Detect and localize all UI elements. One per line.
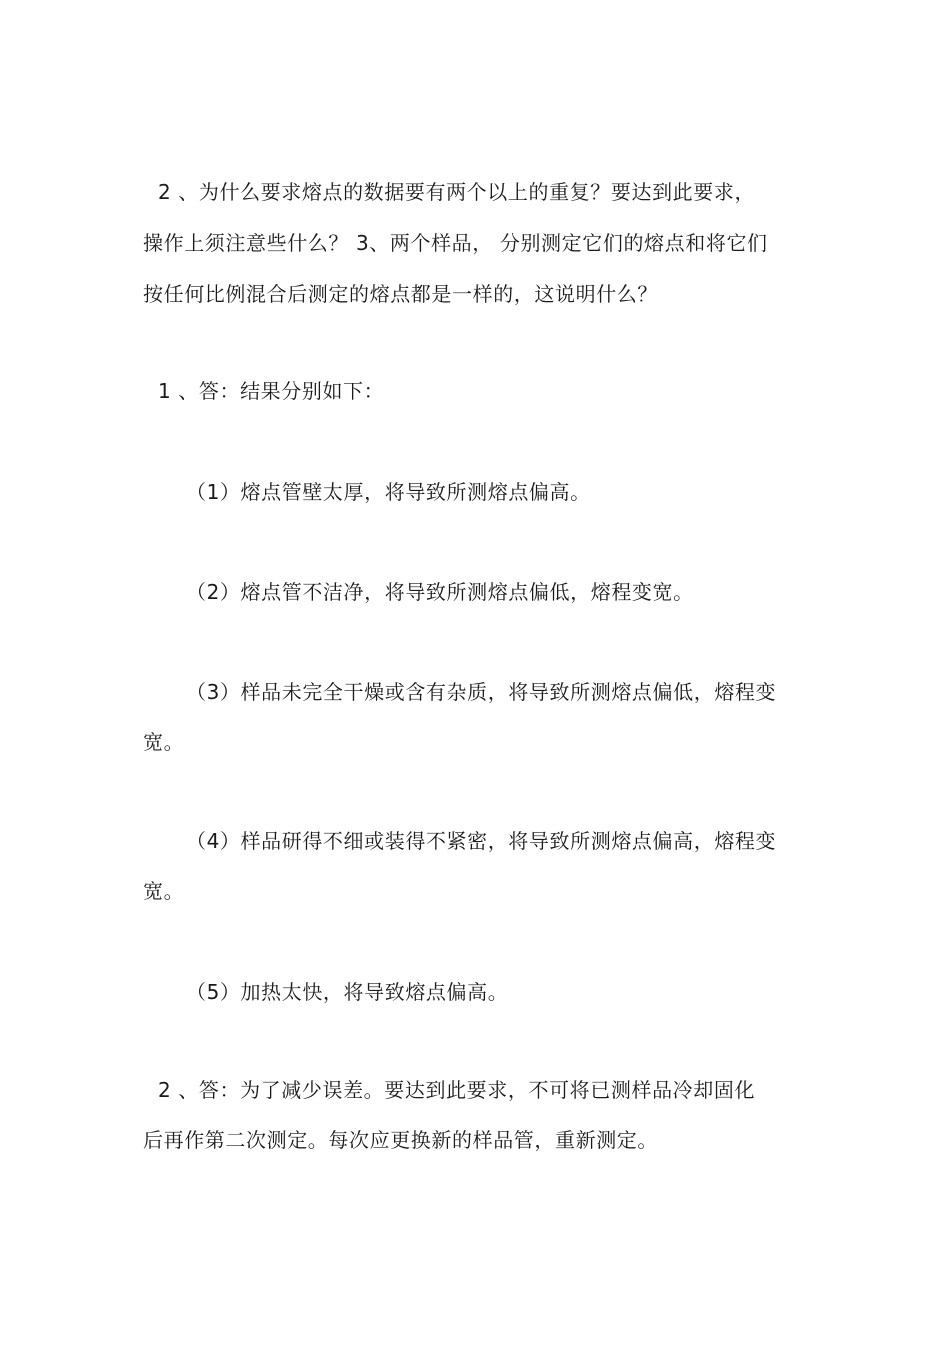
answer-1-item-3-continuation: 宽。 (143, 730, 185, 754)
question-3-line: 按任何比例混合后测定的熔点都是一样的，这说明什么？ (143, 282, 658, 306)
answer-2-line-1: 2 、答：为了减少误差。要达到此要求，不可将已测样品冷却固化 (158, 1078, 756, 1102)
answer-1-item-1: （1）熔点管壁太厚，将导致所测熔点偏高。 (186, 480, 591, 504)
answer-1-heading: 1 、答：结果分别如下： (158, 379, 385, 403)
answer-2-line-2: 后再作第二次测定。每次应更换新的样品管，重新测定。 (143, 1128, 658, 1152)
answer-1-item-2: （2）熔点管不洁净，将导致所测熔点偏低，熔程变宽。 (186, 580, 694, 604)
answer-1-item-4: （4）样品研得不细或装得不紧密，将导致所测熔点偏高，熔程变 (186, 829, 777, 853)
answer-1-item-3: （3）样品未完全干燥或含有杂质，将导致所测熔点偏低，熔程变 (186, 680, 777, 704)
answer-1-item-4-continuation: 宽。 (143, 879, 185, 903)
question-2-line-1: 2 、为什么要求熔点的数据要有两个以上的重复？要达到此要求， (158, 180, 756, 204)
question-2-line-2: 操作上须注意些什么？ 3、两个样品， 分别测定它们的熔点和将它们 (143, 231, 768, 255)
answer-1-item-5: （5）加热太快，将导致熔点偏高。 (186, 980, 509, 1004)
